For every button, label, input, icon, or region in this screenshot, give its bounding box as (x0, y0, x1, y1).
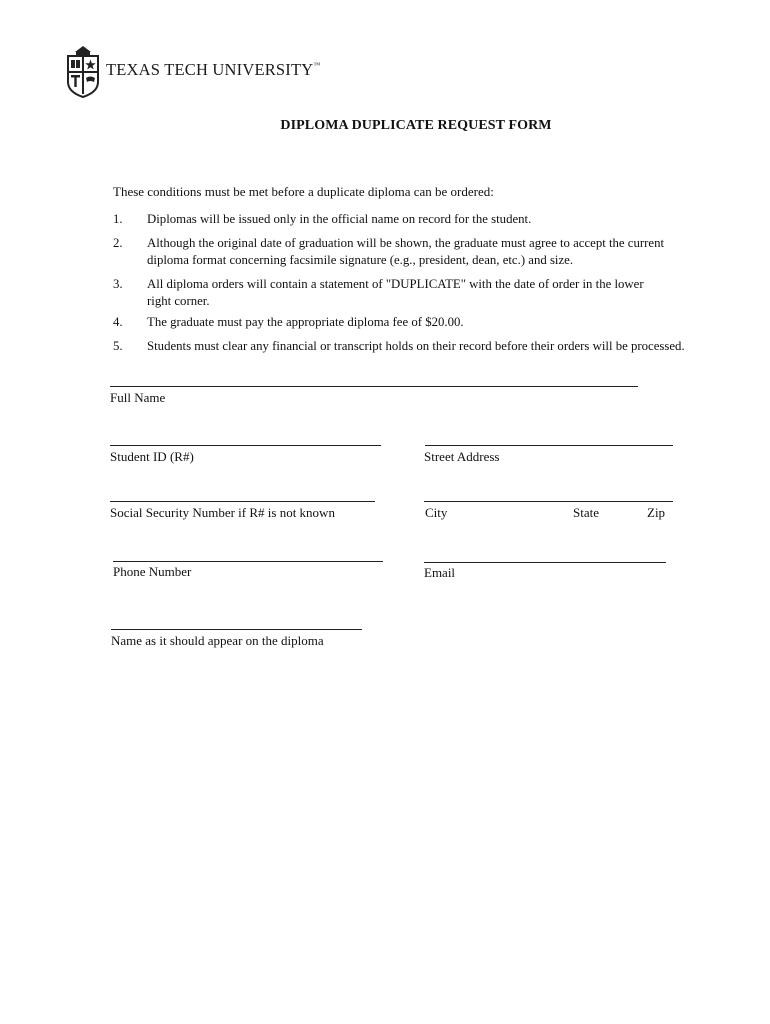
condition-text: Although the original date of graduation will be shown, the graduate must agree to accept the current diploma format concerning facsimile signature (e.g., president, dean, etc.) and size. (147, 236, 665, 267)
form-title: DIPLOMA DUPLICATE REQUEST FORM (280, 118, 552, 133)
trademark-symbol: ™ (313, 61, 321, 69)
double-t-seal-icon (66, 44, 100, 98)
ssn-line[interactable] (110, 501, 375, 502)
city-label: City (425, 505, 448, 520)
condition-number: 4. (113, 315, 123, 329)
condition-text: Students must clear any financial or transcript holds on their record before their orders will be processed. (147, 339, 685, 353)
condition-number: 3. (113, 277, 123, 291)
condition-text: All diploma orders will contain a statement of "DUPLICATE" with the date of order in the lower right corner. (147, 277, 644, 308)
diploma-name-line[interactable] (111, 629, 362, 630)
condition-text: The graduate must pay the appropriate diploma fee of $20.00. (147, 315, 464, 329)
conditions-intro: These conditions must be met before a duplicate diploma can be ordered: (113, 184, 494, 199)
student-id-line[interactable] (110, 445, 381, 446)
phone-label: Phone Number (113, 564, 192, 579)
zip-label: Zip (647, 505, 666, 520)
condition-number: 1. (113, 212, 123, 226)
condition-number: 2. (113, 236, 123, 250)
full-name-label: Full Name (110, 390, 166, 405)
city-state-zip-line[interactable] (424, 501, 673, 502)
street-address-line[interactable] (425, 445, 673, 446)
email-label: Email (424, 565, 456, 580)
condition-text: Diplomas will be issued only in the official name on record for the student. (147, 212, 532, 226)
diploma-name-label: Name as it should appear on the diploma (111, 633, 324, 648)
university-name: TEXAS TECH UNIVERSITY (106, 60, 314, 79)
condition-number: 5. (113, 339, 123, 353)
student-id-label: Student ID (R#) (110, 449, 194, 464)
university-wordmark (106, 60, 320, 80)
ssn-label: Social Security Number if R# is not known (110, 505, 335, 520)
full-name-line[interactable] (110, 386, 638, 387)
street-address-label: Street Address (424, 449, 500, 464)
state-label: State (573, 505, 599, 520)
email-line[interactable] (424, 562, 666, 563)
phone-line[interactable] (113, 561, 383, 562)
